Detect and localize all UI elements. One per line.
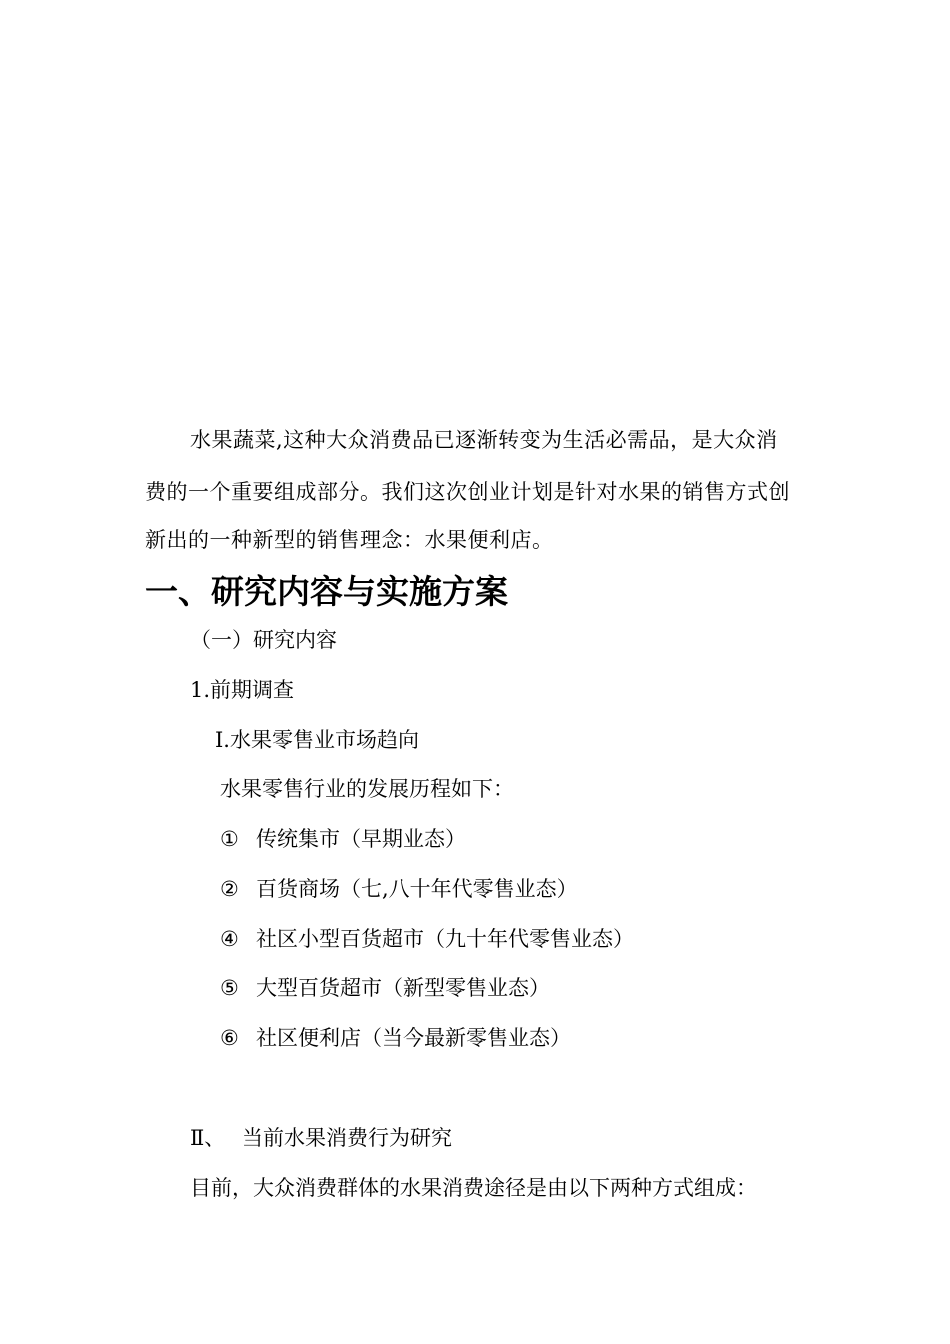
- intro-paragraph-line-3: 新出的一种新型的销售理念：水果便利店。: [145, 528, 554, 552]
- list-item: [220, 1024, 571, 1052]
- part1-title: Ⅰ.水果零售业市场趋向: [215, 728, 419, 752]
- list-item: [220, 825, 466, 853]
- part2-title: Ⅱ、 当前水果消费行为研究: [190, 1126, 452, 1150]
- part2-lead: 目前，大众消费群体的水果消费途径是由以下两种方式组成：: [190, 1176, 757, 1200]
- list-item-number: ⑤: [220, 976, 239, 1000]
- subsection-title: 1.前期调查: [190, 678, 295, 702]
- list-item-number: ④: [220, 927, 239, 951]
- list-item: [220, 974, 550, 1002]
- section-heading: 一、研究内容与实施方案: [145, 572, 508, 611]
- list-item: [220, 875, 578, 903]
- list-item-text: 社区便利店（当今最新零售业态）: [256, 1026, 571, 1050]
- intro-paragraph-line-2: 费的一个重要组成部分。我们这次创业计划是针对水果的销售方式创: [145, 480, 790, 504]
- list-item-number: ⑥: [220, 1026, 239, 1050]
- list-item-number: ②: [220, 877, 239, 901]
- list-item-text: 大型百货超市（新型零售业态）: [256, 976, 550, 1000]
- intro-paragraph-line-1: 水果蔬菜,这种大众消费品已逐渐转变为生活必需品，是大众消: [190, 428, 778, 452]
- list-item-text: 传统集市（早期业态）: [256, 827, 466, 851]
- list-item: [220, 925, 634, 953]
- part1-lead: 水果零售行业的发展历程如下：: [220, 777, 514, 801]
- subheading: （一）研究内容: [190, 628, 337, 652]
- list-item-text: 百货商场（七,八十年代零售业态）: [256, 877, 578, 901]
- list-item-text: 社区小型百货超市（九十年代零售业态）: [256, 927, 634, 951]
- list-item-number: ①: [220, 827, 239, 851]
